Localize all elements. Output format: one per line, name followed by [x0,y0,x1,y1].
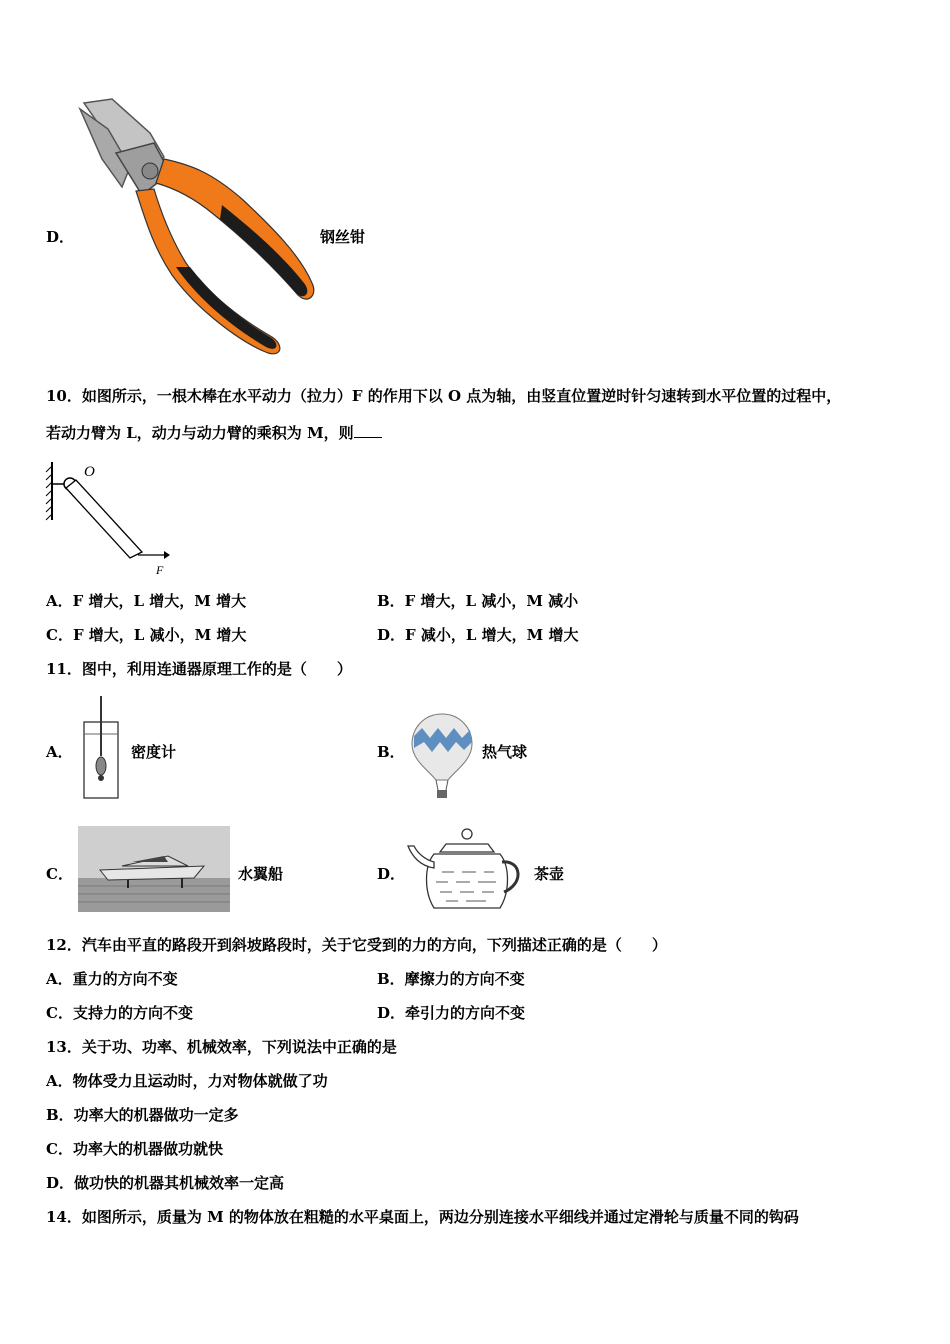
answer-blank [354,423,382,438]
q11-stem: 11．图中，利用连通器原理工作的是（ ） [46,660,352,678]
q10-option-a: A．F 增大，L 增大，M 增大 [46,592,247,610]
q11-option-a-label: 密度计 [131,743,177,761]
q10-stem-line1: 10．如图所示，一根木棒在水平动力（拉力）F 的作用下以 O 点为轴，由竖直位置逆时针匀速转到水平位置的过程中， [46,387,842,405]
label-f: F [156,563,164,577]
q11-option-d-letter: D． [377,865,406,883]
hot-air-balloon-image [410,712,474,802]
q9-option-d-label: 钢丝钳 [320,228,366,246]
q13-stem: 13．关于功、功率、机械效率，下列说法中正确的是 [46,1038,397,1056]
pliers-image [72,95,322,360]
hydrometer-image [80,694,122,802]
q12-stem: 12．汽车由平直的路段开到斜坡路段时，关于它受到的力的方向，下列描述正确的是（ ） [46,936,667,954]
q12-option-a: A．重力的方向不变 [46,970,178,988]
teapot-image [406,826,528,912]
q12-option-c: C．支持力的方向不变 [46,1004,193,1022]
q11-option-c-label: 水翼船 [238,865,284,883]
q13-option-a: A．物体受力且运动时，力对物体就做了功 [46,1072,328,1090]
q11-option-b-label: 热气球 [482,743,528,761]
q10-option-b: B．F 增大，L 减小，M 减小 [377,592,579,610]
label-o: O [84,464,95,480]
hydrofoil-image [78,826,230,912]
q10-option-c: C．F 增大，L 减小，M 增大 [46,626,247,644]
q12-option-d: D．牵引力的方向不变 [377,1004,526,1022]
q13-option-c: C．功率大的机器做功就快 [46,1140,223,1158]
q13-option-b: B．功率大的机器做功一定多 [46,1106,239,1124]
q14-stem: 14．如图所示，质量为 M 的物体放在粗糙的水平桌面上，两边分别连接水平细线并通过定滑轮与质量不同的钩码 [46,1208,799,1226]
q11-option-b-letter: B． [377,743,405,761]
lever-diagram [44,458,174,578]
q10-option-d: D．F 减小，L 增大，M 增大 [377,626,579,644]
q11-option-a-letter: A． [46,743,73,761]
q12-option-b: B．摩擦力的方向不变 [377,970,525,988]
q11-option-d-label: 茶壶 [534,865,565,883]
q10-stem-line2: 若动力臂为 L，动力与动力臂的乘积为 M，则 [46,423,382,443]
q13-option-d: D．做功快的机器其机械效率一定高 [46,1174,285,1192]
q11-option-c-letter: C． [46,865,73,883]
q9-option-d-letter: D． [46,228,75,246]
